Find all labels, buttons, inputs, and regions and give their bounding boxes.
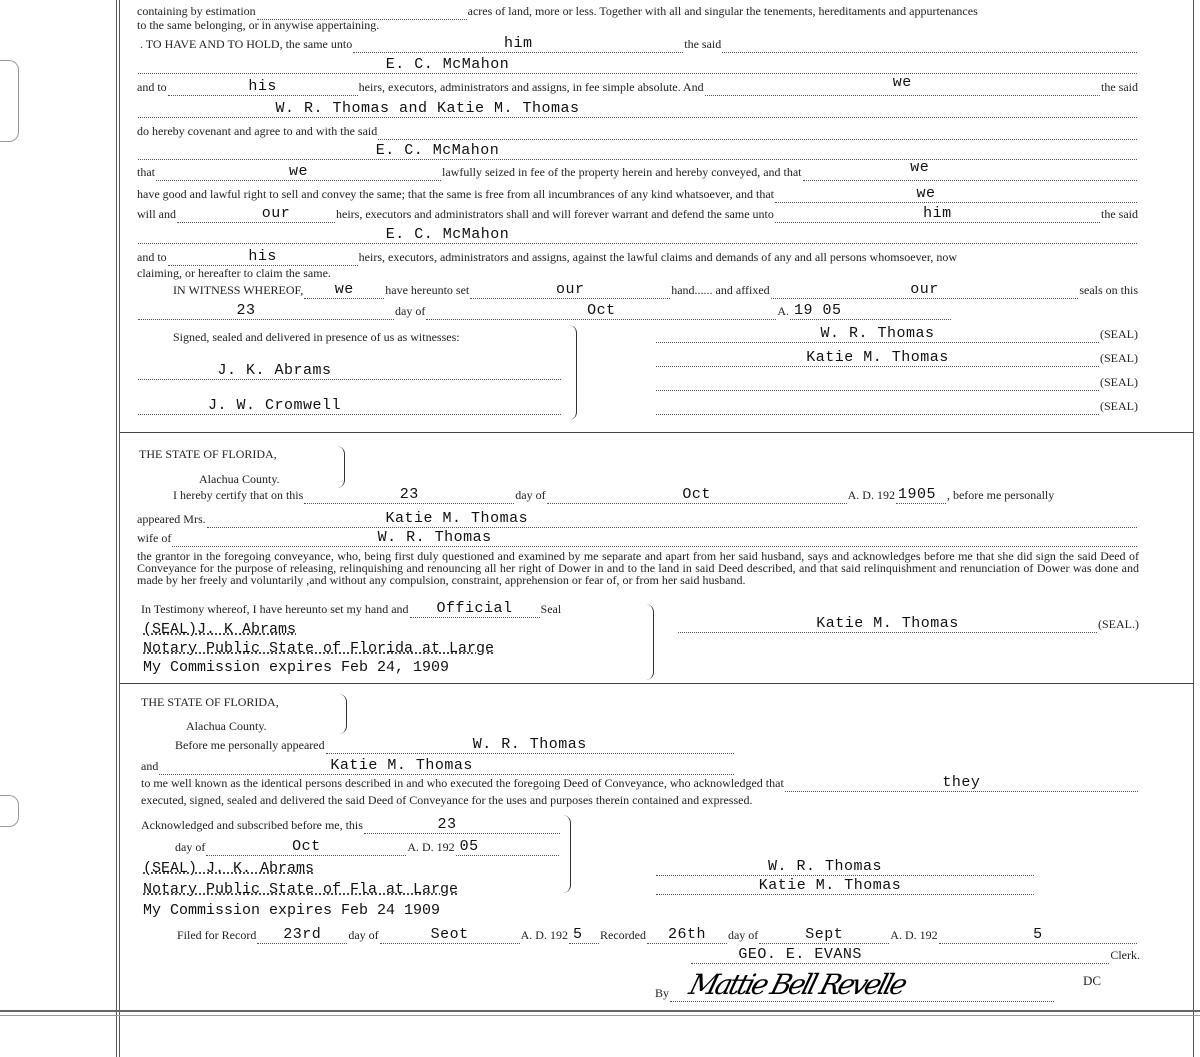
text: day of	[515, 488, 546, 502]
typed-value: they	[942, 774, 981, 791]
typed-value: Oct	[292, 838, 321, 855]
text: the said	[1101, 207, 1138, 221]
text: , before me personally	[946, 488, 1055, 502]
text: lawfully seized in fee of the property herein and hereby conveyed, and that	[442, 165, 802, 179]
typed-value: 26th	[667, 926, 706, 943]
typed-value: him	[923, 205, 952, 222]
blank-field	[771, 283, 1079, 299]
divider	[120, 683, 1193, 684]
witness-name: J. K. Abrams	[217, 362, 332, 379]
typed-value: 05	[459, 838, 479, 855]
blank-field	[656, 399, 1099, 415]
notary-signature: (SEAL)J. K Abrams	[143, 621, 297, 638]
binder-hole	[0, 795, 19, 827]
blank-field	[759, 928, 889, 944]
text: In Testimony whereof, I have hereunto set my hand and	[141, 602, 409, 616]
text-row	[137, 187, 1138, 203]
grantee-name: E. C. McMahon	[375, 142, 500, 159]
brace	[562, 815, 571, 893]
blank-field	[138, 58, 1137, 74]
grantor-names: W. R. Thomas and Katie M. Thomas	[275, 100, 580, 117]
text-row	[137, 124, 1138, 140]
text-row	[140, 37, 1138, 53]
typed-value: we	[892, 74, 912, 91]
text: hand...... and affixed	[671, 283, 770, 297]
typed-value: Katie M. Thomas	[385, 510, 529, 527]
signer-name: W. R. Thomas	[820, 325, 935, 342]
blank-field	[138, 399, 561, 415]
blank-field	[656, 879, 1034, 895]
typed-value: him	[503, 35, 533, 52]
blank-field	[656, 327, 1099, 343]
text: day of	[175, 840, 206, 854]
witness-name: J. W. Cromwell	[207, 397, 342, 414]
blank-field	[353, 37, 683, 53]
text: IN WITNESS WHEREOF,	[173, 283, 304, 297]
signer-name: Katie M. Thomas	[758, 877, 902, 894]
blank-field	[547, 488, 847, 504]
blank-field	[304, 283, 384, 299]
typed-value: 5	[1033, 926, 1043, 943]
blank-field	[656, 860, 1034, 876]
blank-field	[138, 304, 394, 320]
typed-value: our	[261, 205, 291, 222]
blank-field	[168, 80, 358, 96]
text: Clerk.	[1110, 948, 1140, 962]
text: appeared Mrs.	[137, 512, 206, 526]
brace	[338, 694, 347, 734]
text-row	[175, 738, 735, 754]
text: By	[655, 986, 670, 1000]
blank-field	[380, 928, 520, 944]
typed-value: his	[248, 248, 277, 265]
bottom-rule	[0, 1015, 1200, 1016]
notary-commission: My Commission expires Feb 24, 1909	[143, 659, 450, 676]
blank-field	[304, 488, 514, 504]
text: I hereby certify that on this	[173, 488, 304, 502]
clerk-name: GEO. E. EVANS	[738, 946, 862, 963]
text: to me well known as the identical persons described in and who executed the foregoing Deed of Conveyance, who acknowledged that	[141, 776, 784, 790]
text-row	[677, 617, 1139, 633]
blank-field	[775, 187, 1137, 203]
blank-field	[326, 738, 734, 754]
text: Filed for Record	[177, 928, 257, 942]
typed-value: our	[910, 281, 939, 298]
typed-value: our	[555, 281, 585, 298]
typed-value: his	[248, 78, 277, 95]
signer-name: Katie M. Thomas	[816, 615, 959, 632]
blank-field	[705, 74, 1100, 96]
blank-field	[138, 364, 561, 380]
dower-paragraph: the grantor in the foregoing conveyance, who, being first duly questioned and examined by me separate and apart from her said husband, says and acknowledges before me that she did sign the said Deed of Conveyance for the purpose of releasing, relinquishing and renouncing all her right of Dower in and to the land in said Deed described, and that said relinquishment and renunciation of Dower was done and made by her freely and voluntarily ,and without any compulsion, constraint, apprehension or fear of, or from her said husband.	[137, 549, 1139, 587]
text: Recorded	[599, 928, 646, 942]
text-row	[655, 879, 1035, 895]
brace	[568, 325, 577, 420]
text: A. D. 192	[847, 488, 895, 502]
typed-value: Oct	[587, 302, 616, 319]
text-row	[137, 58, 1138, 74]
text: Signed, sealed and delivered in presence of us as witnesses:	[173, 330, 460, 344]
text-row	[137, 399, 562, 415]
text-row	[137, 304, 952, 320]
text-row	[173, 488, 1139, 504]
blank-field	[790, 304, 951, 320]
divider	[120, 432, 1193, 433]
text: day of	[348, 928, 379, 942]
text-row	[141, 818, 561, 834]
typed-value: we	[334, 281, 354, 298]
blank-field	[138, 228, 1137, 244]
seal-label: (SEAL)	[1100, 351, 1138, 365]
text-row	[173, 283, 1138, 299]
county-heading: Alachua County.	[186, 719, 267, 733]
text: do hereby covenant and agree to and with the said	[137, 124, 378, 138]
blank-field	[168, 250, 358, 266]
text: heirs, executors, administrators and assigns, in fee simple absolute. And	[358, 80, 704, 94]
text-row	[137, 531, 1138, 547]
text: day of	[395, 304, 426, 318]
typed-value: we	[916, 185, 936, 202]
text: Before me personally appeared	[175, 738, 325, 752]
text: heirs, executors, administrators and assigns, against the lawful claims and demands of any and all persons whomsoever, now	[358, 250, 958, 264]
blank-field	[206, 840, 406, 856]
typed-value: we	[910, 159, 930, 176]
blank-field	[775, 207, 1100, 223]
blank-field	[569, 928, 599, 944]
text: claiming, or hereafter to claim the same.	[137, 266, 331, 280]
seal-label: (SEAL)	[1100, 399, 1138, 413]
state-heading: THE STATE OF FLORIDA,	[139, 447, 277, 461]
text-row	[655, 375, 1138, 391]
typed-value: W. R. Thomas	[472, 736, 587, 753]
signer-name: W. R. Thomas	[767, 858, 883, 875]
blank-field	[364, 818, 560, 834]
text-row	[141, 759, 735, 775]
brace	[336, 446, 345, 488]
typed-value: 23	[236, 302, 256, 319]
text-row	[137, 250, 1138, 266]
text-row	[655, 327, 1138, 343]
margin-line	[1193, 0, 1194, 1057]
blank-field	[803, 159, 1137, 181]
text: and to	[137, 80, 167, 94]
blank-field	[410, 602, 540, 618]
text-row	[690, 948, 1140, 964]
blank-field	[691, 948, 1109, 964]
notary-signature: (SEAL) J. K. Abrams	[143, 860, 315, 877]
text: Acknowledged and subscribed before me, this	[141, 818, 363, 832]
text-row	[175, 840, 560, 856]
deputy-clerk-signature: Mattie Bell Revelle	[685, 968, 909, 1001]
typed-value: 23	[437, 816, 457, 833]
signer-name: Katie M. Thomas	[806, 349, 949, 366]
text: . TO HAVE AND TO HOLD, the same unto	[140, 37, 353, 51]
text: seals on this	[1079, 283, 1138, 297]
text-row	[137, 144, 1138, 160]
blank-field	[426, 304, 776, 320]
blank-field	[456, 840, 559, 856]
seal-label: (SEAL)	[1100, 375, 1138, 389]
text-row	[137, 207, 1138, 223]
seal-label: (SEAL)	[1100, 327, 1138, 341]
typed-value: 23	[399, 486, 419, 503]
text: DC	[1083, 973, 1102, 988]
text: acres of land, more or less. Together with all and singular the tenements, hereditaments and appurtenances	[467, 4, 978, 18]
text: day of	[727, 928, 759, 942]
typed-value: 23rd	[283, 926, 322, 943]
text-row	[137, 364, 562, 380]
notary-title: Notary Public State of Florida at Large	[143, 640, 495, 657]
text-row	[141, 776, 1139, 792]
text-row	[655, 351, 1138, 367]
text: will and	[137, 207, 176, 221]
text: A.	[777, 304, 789, 318]
typed-value: Official	[436, 600, 513, 617]
text: wife of	[137, 531, 172, 545]
text: the said	[1101, 80, 1138, 94]
text-row	[655, 860, 1035, 876]
blank-field	[656, 351, 1099, 367]
grantee-name: E. C. McMahon	[385, 56, 510, 73]
text: containing by estimation	[137, 4, 256, 18]
text: A. D. 192	[890, 928, 938, 942]
blank-field	[722, 37, 1137, 53]
text: and to	[137, 250, 167, 264]
typed-value: Seot	[430, 926, 469, 943]
typed-value: 19 05	[794, 302, 842, 319]
blank-field	[678, 617, 1097, 633]
notary-commission: My Commission expires Feb 24 1909	[143, 902, 441, 919]
blank-field	[470, 283, 670, 299]
text-row	[137, 512, 1138, 528]
blank-field	[896, 488, 946, 504]
typed-value: we	[288, 163, 308, 180]
typed-value: Oct	[682, 486, 711, 503]
typed-value: Sept	[805, 926, 844, 943]
grantee-name: E. C. McMahon	[385, 226, 510, 243]
text: heirs, executors and administrators shall and will forever warrant and defend the same unto	[336, 207, 774, 221]
blank-field	[785, 776, 1138, 792]
blank-field	[159, 759, 734, 775]
blank-field	[207, 512, 1137, 528]
typed-value: 1905	[897, 486, 936, 503]
text: and	[141, 759, 159, 773]
text: executed, signed, sealed and delivered the said Deed of Conveyance for the uses and purposes therein contained and expressed.	[141, 793, 753, 807]
brace	[645, 604, 654, 680]
text-row	[137, 159, 1138, 181]
blank-field	[378, 124, 1137, 140]
county-heading: Alachua County.	[199, 472, 280, 486]
text-row	[137, 74, 1138, 96]
text-row	[655, 399, 1138, 415]
text-row	[141, 602, 641, 618]
blank-field	[156, 165, 441, 181]
blank-field	[257, 928, 347, 944]
state-heading: THE STATE OF FLORIDA,	[141, 695, 279, 709]
typed-value: 5	[572, 926, 583, 943]
text-row	[137, 228, 1138, 244]
text-row	[177, 928, 1138, 944]
text: Seal	[540, 602, 562, 616]
text: the said	[684, 37, 722, 51]
blank-field	[939, 928, 1137, 944]
text: A. D. 192	[520, 928, 568, 942]
blank-field	[138, 102, 1137, 118]
blank-field	[656, 375, 1099, 391]
typed-value: W. R. Thomas	[377, 529, 492, 546]
text: that	[137, 165, 155, 179]
blank-field	[647, 928, 727, 944]
text-row	[137, 102, 1138, 118]
text: to the same belonging, or in anywise appertaining.	[137, 18, 380, 32]
notary-title: Notary Public State of Fla at Large	[143, 881, 459, 898]
blank-field	[172, 531, 1137, 547]
bottom-rule	[0, 1010, 1200, 1012]
blank-field	[138, 144, 1137, 160]
text: have good and lawful right to sell and convey the same; that the same is free from all incumbrances of any kind whatsoever, and that	[137, 187, 774, 201]
text: A. D. 192	[407, 840, 455, 854]
typed-value: Katie M. Thomas	[330, 757, 473, 774]
seal-label: (SEAL.)	[1098, 617, 1139, 631]
blank-field	[177, 207, 335, 223]
text: have hereunto set	[385, 283, 470, 297]
